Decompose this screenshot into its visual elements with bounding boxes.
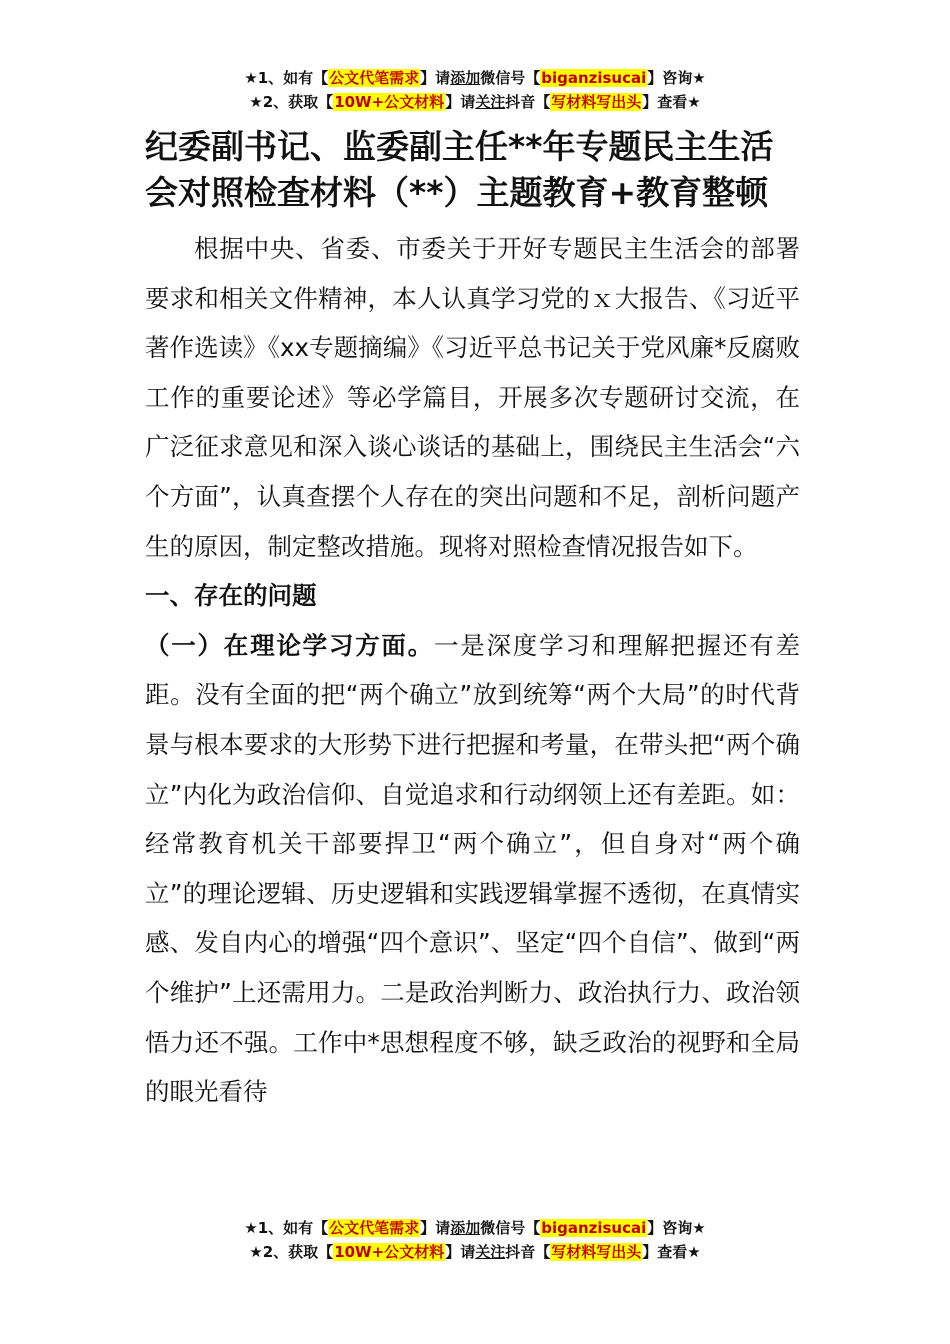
highlight-douyin-account: 写材料写出头 (551, 1243, 642, 1261)
highlight-materials: 10W+公文材料 (334, 1243, 445, 1261)
document-title: 纪委副书记、监委副主任**年专题民主生活会对照检查材料（**）主题教育+教育整顿 (145, 127, 774, 212)
intro-paragraph: 根据中央、省委、市委关于开好专题民主生活会的部署要求和相关文件精神，本人认真学习党的ｘ大报告、《习近平著作选读》《xx专题摘编》《习近平总书记关于党风廉*反腐败工作的重要论述》等必学篇目，开展多次专题研讨交流，在广泛征求意见和深入谈心谈话的基础上，围绕民主生活会“六个方面”，认真查摆个人存在的突出问题和不足，剖析问题产生的原因，制定整改措施。现将对照检查情况报告如下。 (145, 234, 800, 561)
section-heading-problems: 一、存在的问题 (145, 581, 317, 611)
promo-line-1: ★1、如有【公文代笔需求】请添加微信号【biganzisucai】咨询★ (244, 69, 706, 87)
highlight-wechat-id: biganzisucai (541, 1219, 647, 1237)
highlight-douyin-account: 写材料写出头 (551, 93, 642, 111)
promo-line-2: ★2、获取【10W+公文材料】请关注抖音【写材料写出头】查看★ (249, 1243, 701, 1261)
highlight-ghostwriting: 公文代笔需求 (329, 69, 420, 87)
promo-banner-bottom (0, 1216, 950, 1264)
highlight-wechat-id: biganzisucai (541, 69, 647, 87)
promo-banner-top (0, 66, 950, 114)
promo-line-1: ★1、如有【公文代笔需求】请添加微信号【biganzisucai】咨询★ (244, 1219, 706, 1237)
highlight-materials: 10W+公文材料 (334, 93, 445, 111)
subsection-lead: （一）在理论学习方面。 (145, 630, 434, 660)
highlight-ghostwriting: 公文代笔需求 (329, 1219, 420, 1237)
promo-line-2: ★2、获取【10W+公文材料】请关注抖音【写材料写出头】查看★ (249, 93, 701, 111)
document-body (145, 124, 800, 1117)
subsection-theory-study (145, 621, 800, 1117)
subsection-body: 一是深度学习和理解把握还有差距。没有全面的把“两个确立”放到统筹“两个大局”的时代背景与根本要求的大形势下进行把握和考量，在带头把“两个确立”内化为政治信仰、自觉追求和行动纲领上还有差距。如：经常教育机关干部要捍卫“两个确立”，但自身对“两个确立”的理论逻辑、历史逻辑和实践逻辑掌握不透彻，在真情实感、发自内心的增强“四个意识”、坚定“四个自信”、做到“两个维护”上还需用力。二是政治判断力、政治执行力、政治领悟力还不强。工作中*思想程度不够，缺乏政治的视野和全局的眼光看待 (145, 630, 801, 1107)
